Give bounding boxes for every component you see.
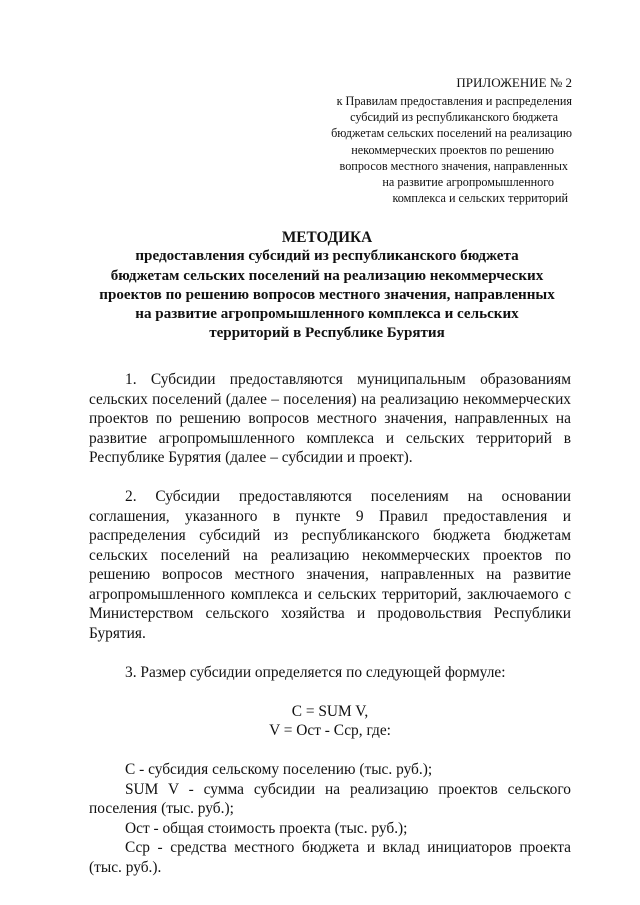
appendix-line: некоммерческих проектов по решению [351,142,554,157]
appendix-line: к Правилам предоставления и распределения [336,94,572,108]
title-line: на развитие агропромышленного комплекса и сельских [135,306,519,323]
notation-ost: Ост - общая стоимость проекта (тыс. руб.); [125,819,408,837]
notation-ssr: Сср - средства местного бюджета и вклад инициаторов проекта (тыс. руб.). [89,839,571,876]
notation-sumv: SUM V - сумма субсидии на реализацию проектов сельского поселения (тыс. руб.); [89,780,571,817]
title-line: проектов по решению вопросов местного значения, направленных [99,286,555,303]
title-main: МЕТОДИКА [281,229,373,246]
formula-line-2: V = Ост - Сср, где: [269,722,391,739]
document-body [89,370,571,877]
title-line: предоставления субсидий из республиканского бюджета [135,248,519,265]
notation-c: С - субсидия сельскому поселению (тыс. руб.); [125,761,433,778]
title-line: территорий в Республике Бурятия [209,325,445,342]
appendix-line: бюджетам сельских поселений на реализацию [331,126,572,141]
appendix-header [272,74,572,206]
paragraph-1: 1. Субсидии предоставляются муниципальным образованиям сельских поселений (далее – поселения) на реализацию некоммерческих проектов по решению вопросов местного значения, направленных на развитие агропромышленного комплекса и сельских территорий в Республике Бурятия (далее – субсидии и проект). [89,371,571,466]
title-line: бюджетам сельских поселений на реализацию некоммерческих [110,267,544,284]
document-title [88,228,566,344]
appendix-label: ПРИЛОЖЕНИЕ № 2 [456,75,572,90]
paragraph-3: 3. Размер субсидии определяется по следующей формуле: [125,663,506,681]
appendix-line: вопросов местного значения, направленных [339,158,568,173]
appendix-line: субсидий из республиканского бюджета [350,110,558,125]
appendix-line: комплекса и сельских территорий [392,191,568,206]
paragraph-2: 2. Субсидии предоставляются поселениям на основании соглашения, указанного в пункте 9 Правил предоставления и распределения субсидий из республиканского бюджета бюджетам сельских поселений на реализацию некоммерческих проектов по решению вопросов местного значения, направленных на развитие агропромышленного комплекса и сельских территорий, заключаемого с Министерством сельского хозяйства и продовольствия Республики Бурятия. [89,488,571,642]
appendix-line: на развитие агропромышленного [382,175,554,190]
formula-line-1: C = SUM V, [291,702,369,720]
